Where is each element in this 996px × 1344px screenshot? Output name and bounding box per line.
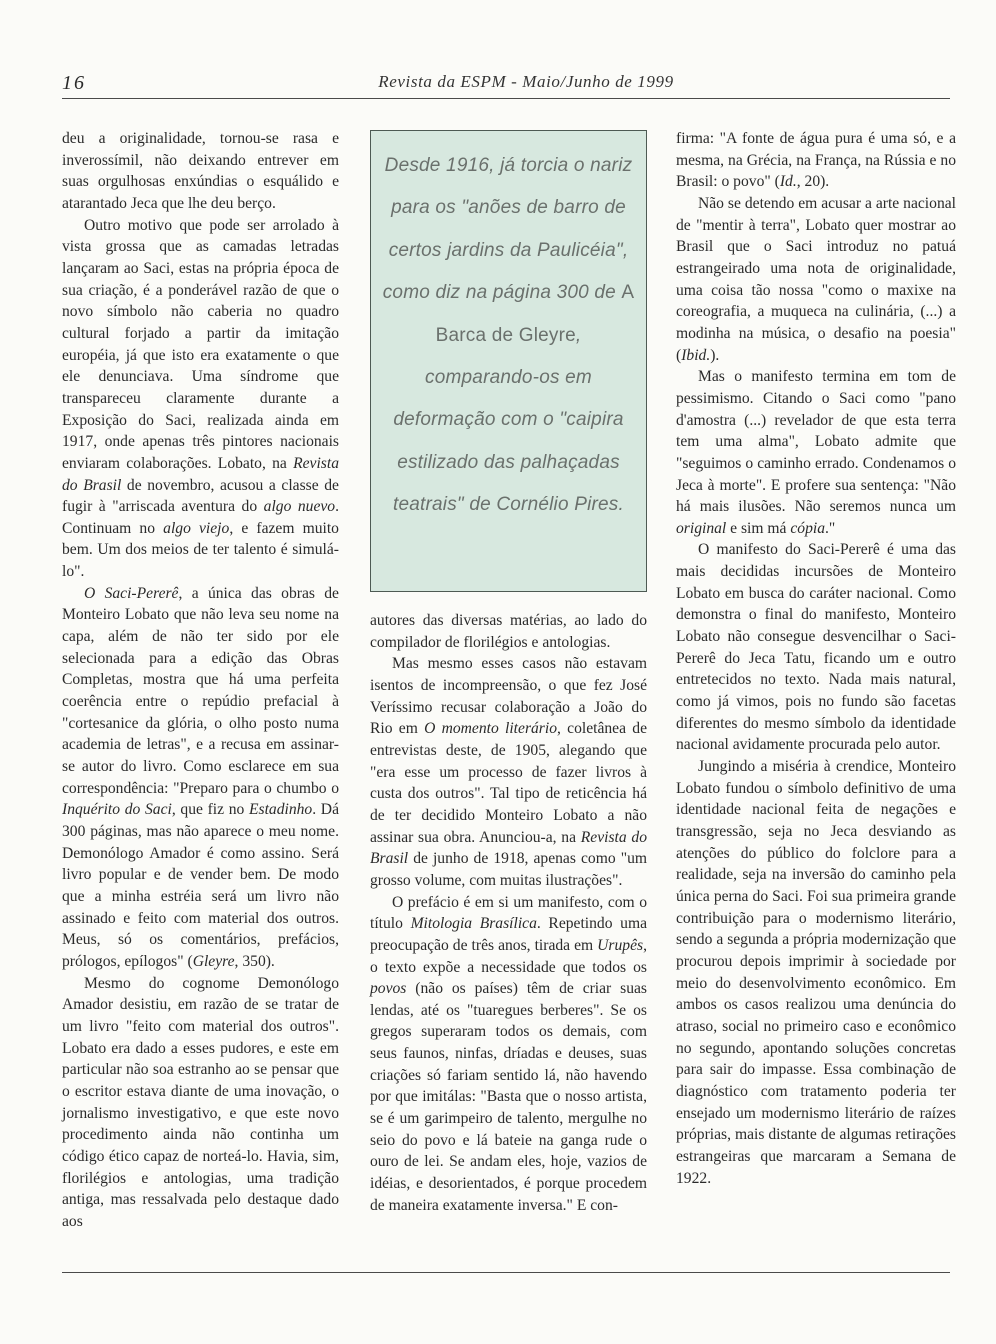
paragraph: Jungindo a miséria à crendice, Monteiro Lobato fundou o símbolo definitivo de uma identidade nacional feita de negações e transgressão, seja no Jeca desviando as atenções do público do folclore para a realidade, seja na inversão do caminho pela única perna do Saci. Foi sua primeira grande contribuição para o modernismo literário, sendo a segunda a própria modernização que procurou depois imprimir à sociedade por meio do desenvolvimento econômico. Em ambos os casos realizou uma denúncia do atraso, social no primeiro caso e econômico no segundo, apontando soluções concretas para sair do impasse. Essa combinação de diagnóstico com tratamento poderia ter ensejado um modernismo literário de raízes próprias, mais distante de algumas retirações estrangeiras que marcaram a Semana de 1922. <box>676 758 956 1187</box>
paragraph: Mesmo do cognome Demonólogo Amador desistiu, em razão de se tratar de um livro "feito com material dos outros". Lobato era dado a esses pudores, e este em particular não soa estranho ao se pensar que o escritor estava diante de uma inovação, o jornalismo investigativo, e que este novo procedimento ainda não continha um código ético capaz de norteá-lo. Havia, sim, florilégios e antologias, uma tradição antiga, mas ressalvada pelo destaque dado aos <box>62 974 339 1230</box>
paragraph: firma: "A fonte de água pura é uma só, e a mesma, na Grécia, na França, na Rússia e no Brasil: o povo" (Id., 20). <box>676 130 956 191</box>
paragraph: deu a originalidade, tornou-se rasa e inverossímil, não deixando entrever em suas orgulhosas enxúndias o esquálido e atarantado Jeca que lhe deu berço. <box>62 130 339 212</box>
pull-quote-box <box>370 130 647 592</box>
column-left <box>62 128 339 1232</box>
paragraph: O manifesto do Saci-Pererê é uma das mais decididas incursões de Monteiro Lobato em busca do caráter nacional. Como demonstra o final do manifesto, Monteiro Lobato não consegue desvencilhar o Saci-Pererê do Jeca Tatu, ficando um e outro entretecidos no texto. Nada mais natural, como já vimos, pois no fundo são facetas diferentes do mesmo símbolo da identidade nacional avidamente procurada pelo autor. <box>676 541 956 754</box>
paragraph: Não se detendo em acusar a arte nacional de "mentir à terra", Lobato quer mostrar ao Brasil que o Saci introduz no patuá estrangeirado uma nota de originalidade, uma coisa tão nossa "como o maxixe na coreografia, a muqueca na culinária, (...) a modinha na música, o desafio na poesia" (Ibid.). <box>676 194 956 364</box>
column-middle <box>370 610 647 1216</box>
paragraph: Outro motivo que pode ser arrolado à vista grossa que as camadas letradas lançaram ao Saci, estas na própria época de sua criação, é a ponderável razão de que o novo símbolo não caberia no quadro cultural forjado a partir da imitação européia, já que isto era exatamente o que ele denunciava. Uma síndrome que transpareceu claramente durante a Exposição do Saci, realizada ainda em 1917, onde apenas três pintores nacionais enviaram colaborações. Lobato, na Revista do Brasil de novembro, acusou a classe de fugir à "arriscada aventura do algo nuevo. Continuam no algo viejo, e fazem muito bem. Um dos meios de ter talento é simulá-lo". <box>62 216 340 581</box>
paragraph: Mas mesmo esses casos não estavam isentos de incompreensão, o que fez José Veríssimo recusar colaboração a João do Rio em O momento literário, coletânea de entrevistas deste, de 1905, alegando que "era esse um processo de fazer livros à custa dos outros". Tal tipo de reticência há de ter decidido Monteiro Lobato a não assinar sua obra. Anunciou-a, na Revista do Brasil de junho de 1918, apenas como "um grosso volume, com muitas ilustrações". <box>370 655 647 889</box>
page-header <box>62 68 950 99</box>
paragraph: autores das diversas matérias, ao lado do compilador de florilégios e antologias. <box>370 612 647 651</box>
column-right <box>676 128 956 1189</box>
running-title: Revista da ESPM - Maio/Junho de 1999 <box>378 72 674 91</box>
paragraph: O Saci-Pererê, a única das obras de Monteiro Lobato que não leva seu nome na capa, além de não ter sido por ele selecionada para a edição das Obras Completas, mostra que há uma perfeita coerência entre o repúdio prefacial à "cortesanice da glória, o olho posto numa academia de letras", e a recusa em assinar-se autor do livro. Como esclarece em sua correspondência: "Preparo para o chumbo o Inquérito do Saci, que fiz no Estadinho. Dá 300 páginas, mas não aparece o meu nome. Demonólogo Amador é como assino. Será livro popular e de vender bem. De modo que a minha estréia será um livro não assinado e feito com material dos outros. Meus, só os comentários, prefácios, prólogos, epílogos" (Gleyre, 350). <box>62 584 339 970</box>
footer-rule <box>62 1272 950 1273</box>
pull-quote-text: Desde 1916, já torcia o nariz para os "anões de barro de certos jardins da Paulicéia", como diz na página 300 de A Barca de Gleyre, comparando-os em deformação com o "caipira estilizado das palhaçadas teatrais" de Cornélio Pires. <box>382 155 635 516</box>
paragraph: O prefácio é em si um manifesto, com o título Mitologia Brasílica. Repetindo uma preocupação de três anos, tirada em Urupês, o texto expõe a necessidade que todos os povos (não os países) têm de criar suas lendas, até os "tuaregues berberes". Se os gregos superaram todos os demais, com seus faunos, ninfas, dríadas e deuses, suas criações só fariam sentido lá, não havendo por que imitálas: "Basta que o nosso artista, se é um garimpeiro de talento, mergulhe no seio do povo e lá bateie na ganga rude o ouro de lei. Se andam eles, hoje, vazios de idéias, e desorientados, é porque procedem de maneira exatamente inversa." E con- <box>370 893 647 1214</box>
page-number: 16 <box>62 72 86 94</box>
paragraph: Mas o manifesto termina em tom de pessimismo. Citando o Saci como "pano d'amostra (...) revelador de que esta terra tem uma alma", Lobato admite que "seguimos o caminho errado. Condenamos o Jeca à morte". E profere sua sentença: "Não há mais ilusões. Não seremos nunca um original e sim má cópia." <box>676 368 956 537</box>
pull-quote-book-title: A Barca de Gleyre <box>435 282 635 346</box>
